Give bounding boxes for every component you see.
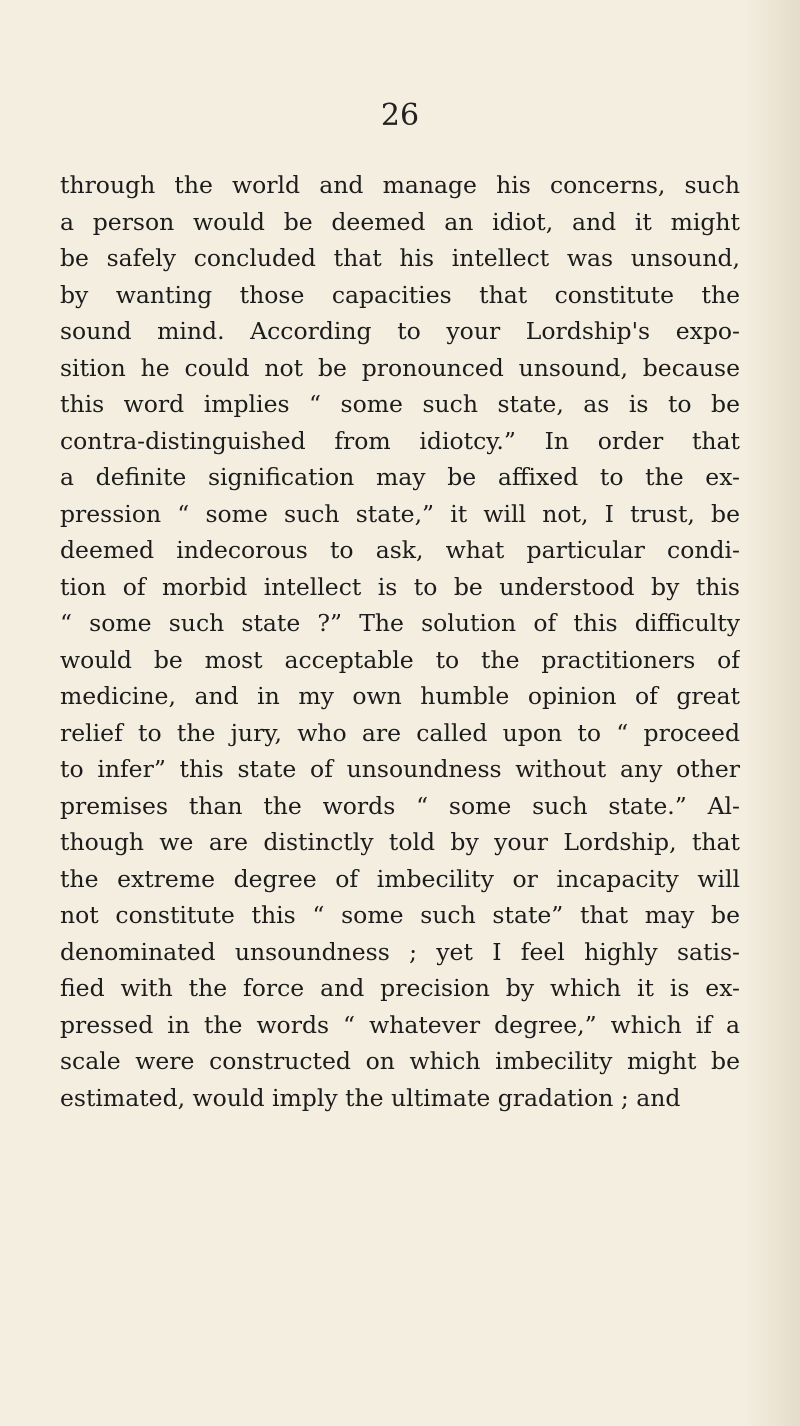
text-line: though we are distinctly told by your Lordship, that <box>60 828 740 856</box>
text-line: a definite signification may be affixed to the ex- <box>60 463 740 491</box>
body-text <box>60 167 740 1116</box>
text-line: a person would be deemed an idiot, and it might <box>60 207 740 236</box>
page-number: 26 <box>380 98 420 133</box>
text-line: deemed indecorous to ask, what particular condi- <box>60 536 740 564</box>
text-line: pressed in the words “ whatever degree,” which if a <box>60 1010 740 1039</box>
text-line: be safely concluded that his intellect was unsound, <box>60 244 740 272</box>
text-line: fied with the force and precision by which it is ex- <box>60 974 740 1002</box>
text-line: this word implies “ some such state, as is to be <box>60 390 740 418</box>
text-line: premises than the words “ some such state.” Al- <box>60 791 740 820</box>
text-line: pression “ some such state,” it will not, I trust, be <box>60 499 740 528</box>
text-line: the extreme degree of imbecility or incapacity will <box>60 864 740 893</box>
text-line: tion of morbid intellect is to be understood by this <box>60 572 740 601</box>
text-line: sound mind. According to your Lordship's expo- <box>60 317 740 345</box>
text-line: through the world and manage his concerns, such <box>60 171 740 199</box>
text-line: by wanting those capacities that constitute the <box>60 280 740 309</box>
text-line: denominated unsoundness ; yet I feel highly satis- <box>60 937 740 966</box>
text-line: medicine, and in my own humble opinion of great <box>60 682 740 710</box>
text-line: estimated, would imply the ultimate gradation ; and <box>60 1083 681 1112</box>
text-line: sition he could not be pronounced unsound, because <box>60 353 740 382</box>
text-line: scale were constructed on which imbecility might be <box>60 1047 740 1075</box>
text-line: contra-distinguished from idiotcy.” In order that <box>60 426 740 455</box>
text-line: “ some such state ?” The solution of this difficulty <box>60 609 740 637</box>
text-line: not constitute this “ some such state” that may be <box>60 901 740 929</box>
text-line: relief to the jury, who are called upon to “ proceed <box>60 718 740 747</box>
text-line: would be most acceptable to the practitioners of <box>60 645 740 674</box>
text-line: to infer” this state of unsoundness without any other <box>60 755 740 783</box>
